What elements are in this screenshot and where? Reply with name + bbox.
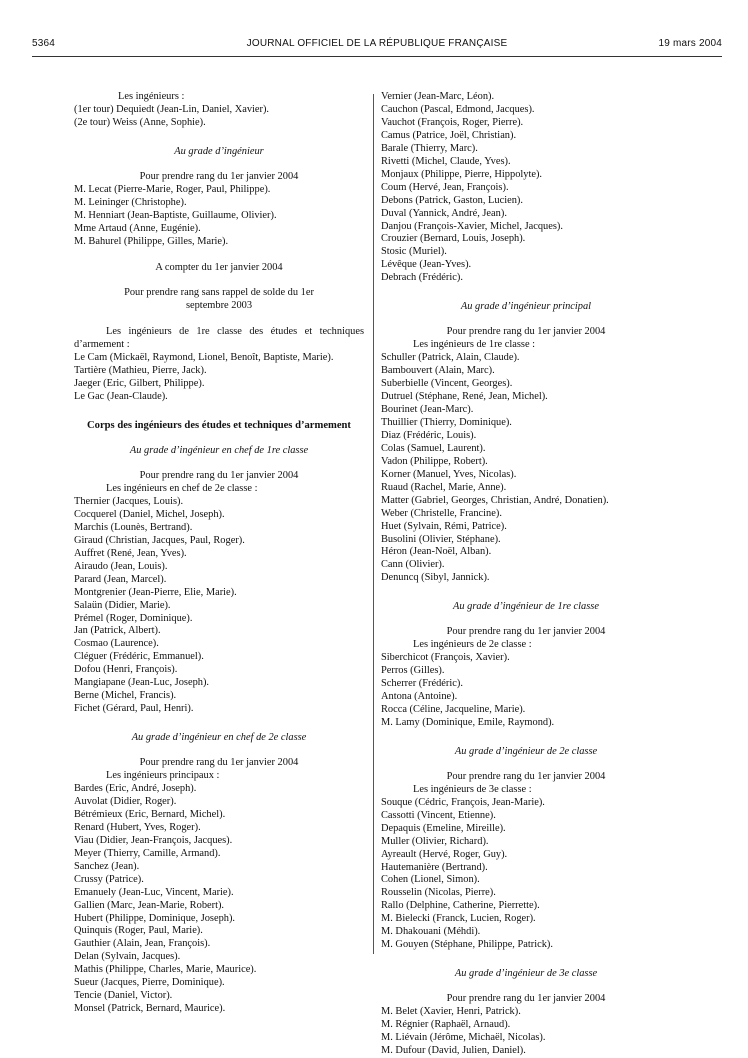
name-entry: Vadon (Philippe, Robert).: [381, 455, 488, 467]
section-heading: Au grade d’ingénieur: [174, 145, 264, 157]
name-entry: Ayreault (Hervé, Roger, Guy).: [381, 848, 508, 860]
name-entry: Rallo (Delphine, Catherine, Pierrette).: [381, 900, 540, 912]
name-entry: Huet (Sylvain, Rémi, Patrice).: [381, 520, 507, 532]
name-entry: Matter (Gabriel, Georges, Christian, André, Donatien).: [381, 494, 609, 506]
name-entry: Bardes (Eric, André, Joseph).: [74, 782, 197, 794]
name-entry: Mme Artaud (Anne, Eugénie).: [74, 222, 201, 234]
section-heading: Au grade d’ingénieur de 1re classe: [453, 601, 599, 613]
name-entry: Cocquerel (Daniel, Michel, Joseph).: [74, 508, 225, 520]
name-entry: Stosic (Muriel).: [381, 246, 447, 258]
list-label: Les ingénieurs de 1re classe des études et techniques d’armement :: [74, 326, 364, 351]
name-entry: Dofou (Henri, François).: [74, 664, 178, 676]
name-entry: M. Gouyen (Stéphane, Philippe, Patrick).: [381, 939, 553, 951]
name-entry: Berne (Michel, Francis).: [74, 690, 177, 702]
name-entry: Coum (Hervé, Jean, François).: [381, 181, 509, 193]
name-entry: Renard (Hubert, Yves, Roger).: [74, 821, 201, 833]
name-entry: Schuller (Patrick, Alain, Claude).: [381, 352, 520, 364]
section-heading: Au grade d’ingénieur en chef de 2e classe: [131, 732, 307, 744]
name-entry: Auffret (René, Jean, Yves).: [74, 547, 187, 559]
name-entry: Parard (Jean, Marcel).: [74, 573, 167, 585]
publication-date: 19 mars 2004: [658, 38, 722, 49]
name-entry: Quinquis (Roger, Paul, Marie).: [74, 925, 203, 937]
name-entry: Antona (Antoine).: [381, 691, 458, 703]
name-entry: Monsel (Patrick, Bernard, Maurice).: [74, 1003, 226, 1015]
name-entry: Cann (Olivier).: [381, 559, 445, 571]
name-entry: M. Bielecki (Franck, Lucien, Roger).: [381, 913, 536, 925]
list-label: Les ingénieurs principaux :: [106, 770, 220, 782]
name-entry: Danjou (François-Xavier, Michel, Jacques).: [381, 220, 563, 232]
name-entry: Meyer (Thierry, Camille, Armand).: [74, 847, 221, 859]
rank-line: Pour prendre rang sans rappel de solde du 1er septembre 2003: [124, 287, 314, 312]
name-entry: Debrach (Frédéric).: [381, 272, 463, 284]
name-entry: Gallien (Marc, Jean-Marie, Robert).: [74, 899, 225, 911]
rank-line: Pour prendre rang du 1er janvier 2004: [139, 757, 299, 769]
name-entry: Tartière (Mathieu, Pierre, Jack).: [74, 365, 207, 377]
name-entry: M. Belet (Xavier, Henri, Patrick).: [381, 1006, 521, 1018]
name-entry: Marchis (Lounès, Bertrand).: [74, 521, 193, 533]
name-entry: Jan (Patrick, Albert).: [74, 625, 161, 637]
name-entry: Fichet (Gérard, Paul, Henri).: [74, 703, 194, 715]
name-entry: Rocca (Céline, Jacqueline, Marie).: [381, 703, 526, 715]
name-list: [381, 652, 671, 730]
intro-label: Les ingénieurs :: [118, 91, 185, 102]
name-entry: Thernier (Jacques, Louis).: [74, 495, 184, 507]
name-entry: Hautemanière (Bertrand).: [381, 861, 488, 873]
name-entry: Diaz (Frédéric, Louis).: [381, 429, 477, 441]
name-entry: Weber (Christelle, Francine).: [381, 507, 502, 519]
rank-line: Pour prendre rang du 1er janvier 2004: [139, 470, 299, 482]
corps-heading: Corps des ingénieurs des études et techniques d’armement: [87, 420, 351, 432]
name-entry: Cléguer (Frédéric, Emmanuel).: [74, 651, 204, 663]
name-entry: Sanchez (Jean).: [74, 860, 140, 872]
name-entry: M. Dufour (David, Julien, Daniel).: [381, 1044, 526, 1056]
name-entry: Cassotti (Vincent, Etienne).: [381, 809, 496, 821]
list-label: Les ingénieurs en chef de 2e classe :: [106, 482, 258, 494]
name-entry: Le Gac (Jean-Claude).: [74, 391, 168, 403]
name-entry: Héron (Jean-Noël, Alban).: [381, 546, 492, 558]
name-entry: Korner (Manuel, Yves, Nicolas).: [381, 468, 517, 480]
name-list: [74, 496, 364, 716]
name-entry: Crussy (Patrice).: [74, 873, 144, 885]
name-entry: Rivetti (Michel, Claude, Yves).: [381, 155, 511, 167]
name-entry: Giraud (Christian, Jacques, Paul, Roger).: [74, 534, 245, 546]
list-label: Les ingénieurs de 1re classe :: [413, 339, 536, 351]
name-entry: Depaquis (Emeline, Mireille).: [381, 822, 506, 834]
tour-line: (1er tour) Dequiedt (Jean-Lin, Daniel, Xavier).: [74, 103, 270, 115]
name-entry: Mathis (Philippe, Charles, Marie, Maurice).: [74, 964, 257, 976]
name-entry: Hubert (Philippe, Dominique, Joseph).: [74, 912, 236, 924]
left-column: [74, 91, 364, 1016]
name-list: [74, 783, 364, 1016]
rank-line: Pour prendre rang du 1er janvier 2004: [446, 326, 606, 338]
journal-title: JOURNAL OFFICIEL DE LA RÉPUBLIQUE FRANÇAISE: [246, 38, 508, 49]
list-label: Les ingénieurs de 3e classe :: [413, 783, 532, 795]
section-heading: Au grade d’ingénieur principal: [460, 301, 592, 313]
page-header: [32, 38, 722, 54]
name-entry: Colas (Samuel, Laurent).: [381, 442, 486, 454]
name-entry: Bambouvert (Alain, Marc).: [381, 365, 495, 377]
header-rule: [32, 56, 722, 57]
name-entry: M. Lamy (Dominique, Emile, Raymond).: [381, 716, 555, 728]
name-entry: Auvolat (Didier, Roger).: [74, 795, 177, 807]
name-entry: Lévêque (Jean-Yves).: [381, 259, 472, 271]
name-entry: Barale (Thierry, Marc).: [381, 142, 478, 154]
name-entry: Vauchot (François, Roger, Pierre).: [381, 116, 524, 128]
list-label: Les ingénieurs de 2e classe :: [413, 639, 532, 651]
name-list: [381, 1006, 671, 1058]
name-entry: Denuncq (Sibyl, Jannick).: [381, 572, 490, 584]
name-list: [381, 352, 671, 585]
name-entry: Bourinet (Jean-Marc).: [381, 403, 474, 415]
name-entry: Crouzier (Bernard, Louis, Joseph).: [381, 233, 526, 245]
name-entry: Ruaud (Rachel, Marie, Anne).: [381, 481, 507, 493]
name-entry: Bétrémieux (Eric, Bernard, Michel).: [74, 808, 226, 820]
name-entry: Suberbielle (Vincent, Georges).: [381, 378, 513, 390]
name-entry: Vernier (Jean-Marc, Léon).: [381, 91, 495, 102]
name-entry: Jaeger (Eric, Gilbert, Philippe).: [74, 378, 205, 390]
name-entry: Dutruel (Stéphane, René, Jean, Michel).: [381, 391, 548, 403]
name-entry: Monjaux (Philippe, Pierre, Hippolyte).: [381, 168, 543, 180]
rank-line: Pour prendre rang du 1er janvier 2004: [446, 770, 606, 782]
name-entry: Camus (Patrice, Joël, Christian).: [381, 129, 517, 141]
section-heading: Au grade d’ingénieur de 3e classe: [454, 968, 598, 980]
rank-line: Pour prendre rang du 1er janvier 2004: [139, 170, 299, 182]
name-entry: M. Bahurel (Philippe, Gilles, Marie).: [74, 235, 229, 247]
section-heading: Au grade d’ingénieur de 2e classe: [454, 745, 598, 757]
name-entry: Le Cam (Mickaël, Raymond, Lionel, Benoît, Baptiste, Marie).: [74, 352, 334, 364]
column-divider: [373, 94, 374, 954]
name-entry: Muller (Olivier, Richard).: [381, 835, 489, 847]
name-entry: Cosmao (Laurence).: [74, 638, 159, 650]
tour-line: (2e tour) Weiss (Anne, Sophie).: [74, 116, 206, 128]
page-number: 5364: [32, 38, 56, 49]
section-heading: Au grade d’ingénieur en chef de 1re classe: [129, 445, 309, 457]
name-entry: Thuillier (Thierry, Dominique).: [381, 416, 512, 428]
name-entry: M. Lecat (Pierre-Marie, Roger, Paul, Philippe).: [74, 183, 271, 195]
name-entry: Rousselin (Nicolas, Pierre).: [381, 887, 496, 899]
name-list: [74, 184, 364, 249]
name-entry: M. Dhakouani (Méhdi).: [381, 926, 481, 938]
name-entry: Tencie (Daniel, Victor).: [74, 990, 173, 1002]
name-entry: Busolini (Olivier, Stéphane).: [381, 533, 501, 545]
name-entry: Debons (Patrick, Gaston, Lucien).: [381, 194, 523, 206]
name-list: [74, 352, 364, 404]
name-entry: Siberchicot (François, Xavier).: [381, 652, 510, 664]
name-list: [381, 797, 671, 952]
name-entry: Delan (Sylvain, Jacques).: [74, 951, 181, 963]
name-entry: Sueur (Jacques, Pierre, Dominique).: [74, 977, 225, 989]
name-entry: Cohen (Lionel, Simon).: [381, 874, 480, 886]
name-entry: Emanuely (Jean-Luc, Vincent, Marie).: [74, 886, 234, 898]
name-entry: M. Liévain (Jérôme, Michaël, Nicolas).: [381, 1032, 546, 1043]
name-entry: Viau (Didier, Jean-François, Jacques).: [74, 834, 233, 846]
name-entry: Salaün (Didier, Marie).: [74, 599, 171, 611]
name-entry: Souque (Cédric, François, Jean-Marie).: [381, 796, 545, 808]
name-entry: Perros (Gilles).: [381, 665, 445, 677]
name-entry: Cauchon (Pascal, Edmond, Jacques).: [381, 103, 535, 115]
rank-line: Pour prendre rang du 1er janvier 2004: [446, 993, 606, 1005]
name-entry: Montgrenier (Jean-Pierre, Elie, Marie).: [74, 586, 237, 598]
name-entry: Duval (Yannick, André, Jean).: [381, 207, 507, 219]
name-entry: M. Leininger (Christophe).: [74, 196, 187, 208]
name-entry: Mangiapane (Jean-Luc, Joseph).: [74, 677, 210, 689]
name-entry: M. Régnier (Raphaël, Arnaud).: [381, 1019, 511, 1031]
name-entry: Scherrer (Frédéric).: [381, 678, 463, 690]
name-entry: Airaudo (Jean, Louis).: [74, 560, 168, 572]
name-entry: Gauthier (Alain, Jean, François).: [74, 938, 211, 950]
name-entry: Prémel (Roger, Dominique).: [74, 612, 193, 624]
rank-line: Pour prendre rang du 1er janvier 2004: [446, 626, 606, 638]
right-column: [381, 91, 671, 1058]
name-list: [381, 91, 671, 285]
a-compter-line: A compter du 1er janvier 2004: [155, 261, 283, 273]
name-entry: M. Henniart (Jean-Baptiste, Guillaume, Olivier).: [74, 209, 277, 221]
